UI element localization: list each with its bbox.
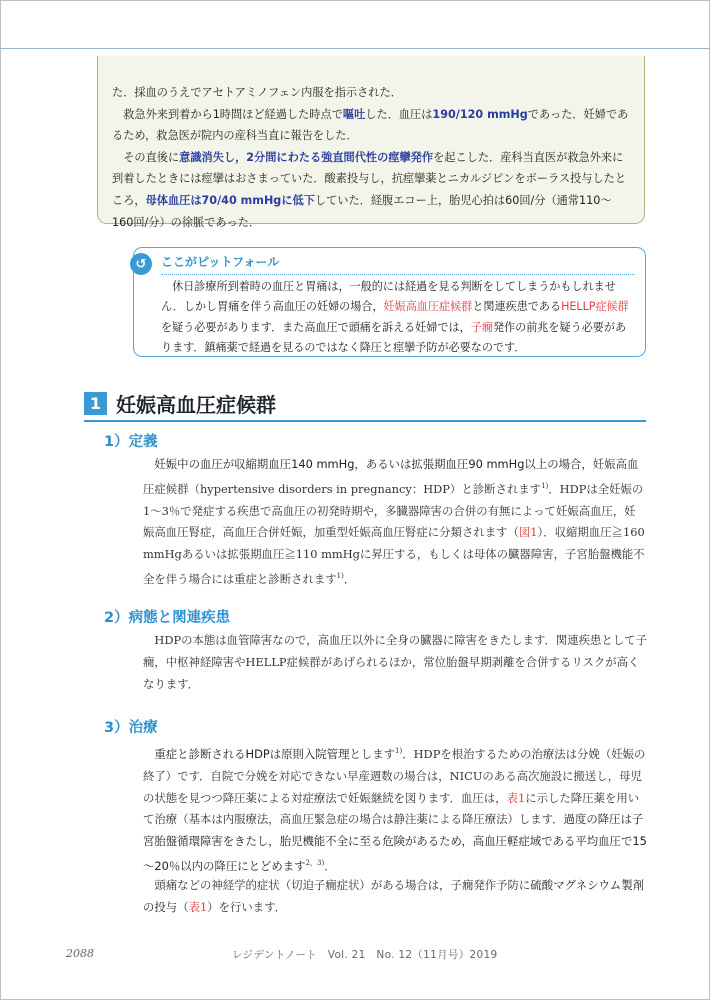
- subheading-pathology: 2）病態と関連疾患: [104, 610, 231, 626]
- subheading-treatment: 3）治療: [104, 720, 158, 736]
- definition-paragraph: 妊娠中の血圧が収縮期血圧140 mmHg，あるいは拡張期血圧90 mmHg以上の場合，妊娠高血圧症候群（hypertensive disorders in pregnancy：HDP）と診断されます$^{1)}$．HDPは全妊娠の1～3％で発症する疾患で高血圧の初発時期や，多臓器障害の合併の有無によって妊娠高血圧，妊娠高血圧腎症，高血圧合併妊娠，加重型妊娠高血圧腎症に分類されます（図1）．収縮期血圧≧160 mmHgあるいは拡張期血圧≧110 mmHgに昇圧する，もしくは母体の臓器障害，子宮胎盤機能不全を伴う場合には重症と診断されます$^{1)}$．: [143, 457, 645, 586]
- pathology-paragraph: HDPの本態は血管障害なので，高血圧以外に全身の臓器に障害をきたします．関連疾患として子癇，中枢神経障害やHELLP症候群があげられるほか，常位胎盤早期剥離を合併するリスクが高くなります．: [143, 633, 647, 691]
- figure-ref[interactable]: 図1: [518, 525, 538, 540]
- case-highlight-bp: 190/120 mmHg: [432, 107, 528, 121]
- case-paragraph-2: 救急外来到着から1時間ほど経過した時点で嘔吐した．血圧は190/120 mmHgであった．妊婦であるため，救急医が院内の産科当直に報告をした．: [112, 107, 629, 143]
- case-highlight-vomit: 嘔吐: [342, 107, 366, 121]
- section-heading: [84, 386, 646, 422]
- table-ref-1[interactable]: 表1: [506, 790, 526, 805]
- case-line-1: た．採血のうえでアセトアミノフェン内服を指示された．: [112, 86, 402, 99]
- subheading-definition: 1）定義: [104, 434, 158, 450]
- case-highlight-hypotension: 母体血圧は70/40 mmHgに低下: [145, 193, 315, 207]
- journal-footer: レジデントノート Vol. 21 No. 12（11月号）2019: [232, 949, 498, 961]
- case-paragraph-3: その直後に意識消失し，2分間にわたる強直間代性の痙攣発作を起こした．産科当直医が救急外来に到着したときには痙攣はおさまっていた．酸素投与し，抗痙攣薬とニカルジピンをボーラス投与したところ，母体血圧は70/40 mmHgに低下していた．経腹エコー上，胎児心拍は60回/分（通常110～160回/分）の徐脈であった．: [112, 150, 627, 229]
- table-ref-2[interactable]: 表1: [188, 899, 208, 914]
- case-box: [97, 56, 645, 229]
- section-title: 妊娠高血圧症候群: [116, 392, 276, 417]
- page-number: 2088: [66, 947, 94, 960]
- header-rule: [0, 48, 710, 49]
- case-highlight-seizure: 意識消失し，2分間にわたる強直間代性の痙攣発作: [179, 150, 434, 164]
- treatment-paragraph-2: 頭痛などの神経学的症状（切迫子癇症状）がある場合は，子癇発作予防に硫酸マグネシウム製剤の投与（表1）を行います．: [143, 878, 644, 914]
- pitfall-badge-icon: ↺: [130, 253, 152, 275]
- treatment-paragraph-1: 重症と診断されるHDPは原則入院管理とします$^{1)}$．HDPを根治するための治療法は分娩（妊娠の終了）です．自院で分娩を対応できない早産週数の場合は，NICUのある高次施設に搬送し，母児の状態を見つつ降圧薬による対症療法で妊娠継続を図ります．血圧は，表1に示した降圧薬を用いて治療（基本は内服療法，高血圧緊急症の場合は静注薬による降圧療法）します．過度の降圧は子宮胎盤循環障害をきたし，胎児機能不全に至る危険があるため，高血圧軽症域である平均血圧で15～20％以内の降圧にとどめます$^{2,3)}$．: [143, 747, 647, 873]
- pitfall-text: 休日診療所到着時の血圧と胃痛は，一般的には経過を見る判断をしてしまうかもしれません．しかし胃痛を伴う高血圧の妊婦の場合，妊娠高血圧症候群と関連疾患であるHELLP症候群を疑う必要があります．また高血圧で頭痛を訴える妊婦では，子癇発作の前兆を疑う必要があります．鎮痛薬で経過を見るのではなく降圧と痙攣予防が必要なのです．: [161, 280, 629, 355]
- pitfall-title: ここがピットフォール: [161, 252, 635, 275]
- pitfall-box: [133, 247, 646, 357]
- section-number: 1: [84, 392, 107, 415]
